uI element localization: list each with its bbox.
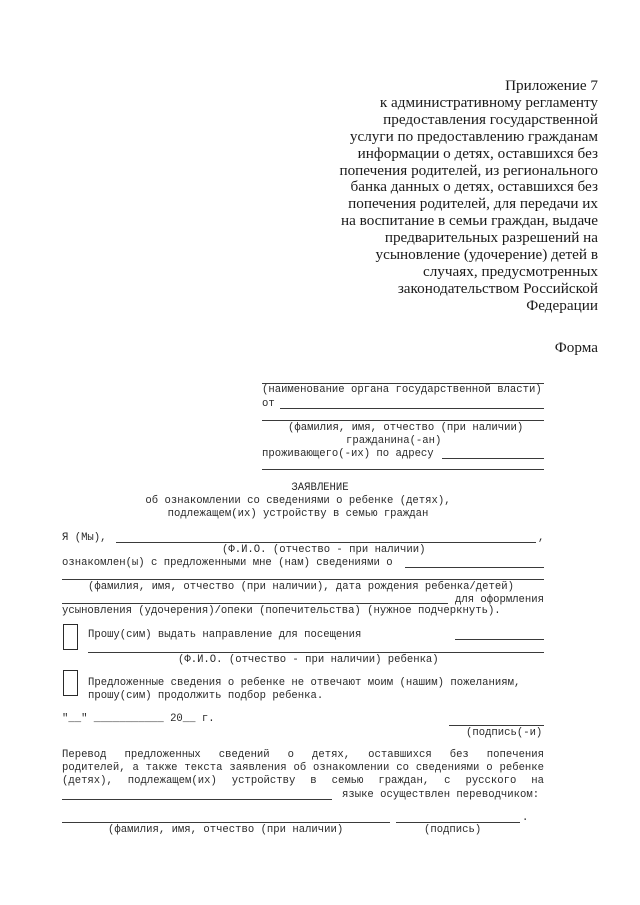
signature-caption: (подпись(-и) (466, 727, 543, 739)
translator-signature-line[interactable] (396, 822, 520, 823)
option1-line[interactable] (455, 639, 544, 640)
acquainted-label: ознакомлен(ы) с предложенными мне (нам) сведениями о (62, 557, 393, 569)
form-label: Форма (554, 339, 598, 356)
signature-line[interactable] (449, 725, 544, 726)
date-field[interactable]: "__" ___________ 20__ г. (62, 713, 215, 725)
appendix-line: к административному регламенту (379, 93, 598, 111)
from-line-2[interactable] (262, 420, 544, 421)
child-info-line[interactable] (405, 567, 544, 568)
language-line[interactable] (62, 799, 332, 800)
for-registration: для оформления (454, 594, 544, 606)
translator-name-line[interactable] (62, 822, 390, 823)
fio-caption: (Ф.И.О. (отчество - при наличии) (222, 544, 426, 556)
residence-line[interactable] (442, 458, 544, 459)
appendix-line: Приложение 7 (505, 77, 598, 94)
comma: , (538, 532, 545, 544)
appendix-line: законодательством Российской (397, 279, 598, 297)
option2-text: прошу(сим) продолжить подбор ребенка. (88, 690, 324, 702)
appendix-line: на воспитание в семьи граждан, выдаче (340, 212, 598, 230)
option1-checkbox[interactable] (63, 624, 78, 650)
option2-text: Предложенные сведения о ребенке не отвечают моим (нашим) пожеланиям, (88, 677, 521, 689)
translation-suffix: языке осуществлен переводчиком: (342, 789, 540, 801)
appendix-line: случаях, предусмотренных (422, 262, 598, 280)
application-subtitle: подлежащем(их) устройству в семью граждан (167, 508, 429, 520)
appendix-line: предоставления государственной (383, 110, 598, 128)
residence-line-2[interactable] (262, 469, 544, 470)
appendix-line: банка данных о детях, оставшихся без (350, 178, 598, 196)
applicant-name-line[interactable] (116, 542, 536, 543)
child-caption: (фамилия, имя, отчество (при наличии), дата рождения ребенка/детей) (88, 581, 514, 593)
option1-text: Прошу(сим) выдать направление для посещения (88, 629, 362, 641)
option1-line-2[interactable] (88, 652, 544, 653)
ya-label: Я (Мы), (62, 532, 107, 544)
adoption-line: усыновления (удочерения)/опеки (попечительства) (нужное подчеркнуть). (62, 605, 501, 617)
translator-signature-caption: (подпись) (424, 824, 482, 836)
appendix-line: Федерации (526, 296, 598, 314)
appendix-line: предварительных разрешений на (384, 229, 598, 247)
translation-text: Перевод предложенных сведений о детях, оставшихся без попечения (62, 749, 544, 761)
period: . (522, 812, 529, 824)
appendix-line: информации о детях, оставшихся без (357, 144, 598, 162)
appendix-header (298, 78, 598, 315)
option1-caption: (Ф.И.О. (отчество - при наличии) ребенка) (178, 654, 439, 666)
translation-text: родителей, а также текста заявления об ознакомлении со сведениями о ребенке (62, 762, 544, 774)
application-title: ЗАЯВЛЕНИЕ (291, 482, 349, 494)
registration-line[interactable] (62, 603, 448, 604)
appendix-line: попечения родителей, для передачи их (348, 195, 598, 213)
translation-text: (детях), подлежащем(их) устройству в семью граждан, с русского на (62, 775, 544, 787)
option2-checkbox[interactable] (63, 670, 78, 696)
appendix-line: попечения родителей, из регионального (339, 161, 598, 179)
appendix-line: услуги по предоставлению гражданам (349, 127, 598, 145)
citizen-caption: гражданина(-ан) (346, 435, 442, 447)
translator-fio-caption: (фамилия, имя, отчество (при наличии) (108, 824, 344, 836)
from-line[interactable] (280, 408, 544, 409)
application-subtitle: об ознакомлении со сведениями о ребенке (детях), (145, 495, 451, 507)
fio-caption: (фамилия, имя, отчество (при наличии) (288, 422, 524, 434)
from-label: от (262, 398, 275, 410)
residence-label: проживающего(-их) по адресу (262, 448, 434, 460)
child-info-line-2[interactable] (62, 579, 544, 580)
authority-caption: (наименование органа государственной власти) (262, 384, 542, 396)
appendix-line: усыновление (удочерение) детей в (375, 246, 598, 264)
